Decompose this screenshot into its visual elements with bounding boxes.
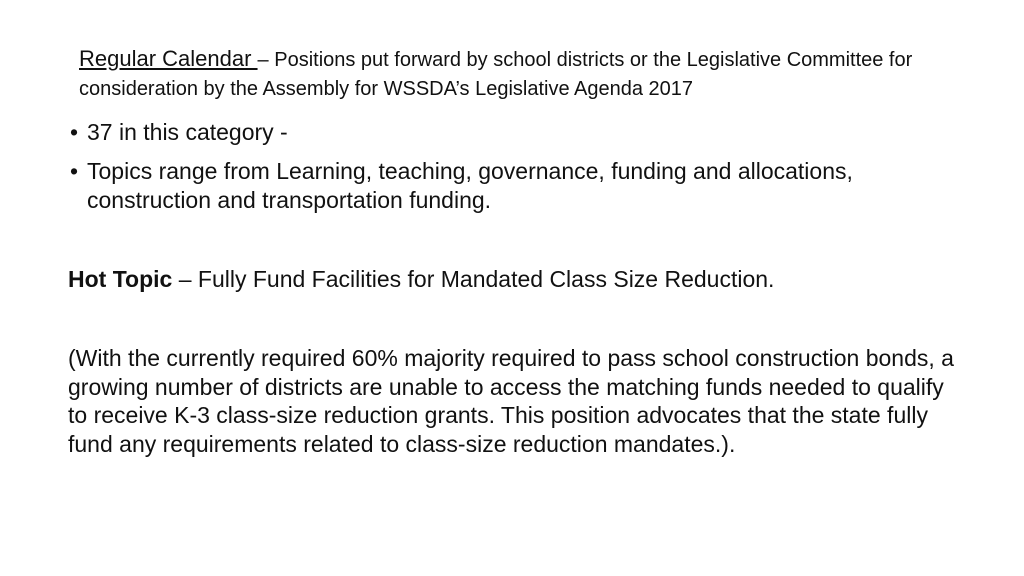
slide-title xyxy=(79,44,979,104)
title-description: – Positions put forward by school districts or the Legislative Committee for consideration by the Assembly for WSSDA’s Legislative Agenda 2017 xyxy=(79,49,913,100)
bullet-item xyxy=(70,157,950,215)
hot-topic-text: – Fully Fund Facilities for Mandated Class Size Reduction. xyxy=(172,266,775,292)
bullet-text: 37 in this category - xyxy=(87,119,288,145)
bullet-marker: • xyxy=(70,158,79,184)
bullet-marker: • xyxy=(70,119,79,145)
bullet-item xyxy=(70,118,950,147)
hot-topic-label: Hot Topic xyxy=(68,266,173,292)
title-lead: Regular Calendar xyxy=(79,46,258,71)
bullet-list xyxy=(70,118,950,225)
bullet-text: Topics range from Learning, teaching, governance, funding and allocations, construction and transportation funding. xyxy=(87,158,853,213)
position-description: (With the currently required 60% majority required to pass school construction bonds, a growing number of districts are unable to access the matching funds needed to qualify to receive K-3 class-size reduction grants. This position advocates that the state fully fund any requirements related to class-size reduction mandates.). xyxy=(68,345,954,457)
hot-topic xyxy=(68,265,968,294)
